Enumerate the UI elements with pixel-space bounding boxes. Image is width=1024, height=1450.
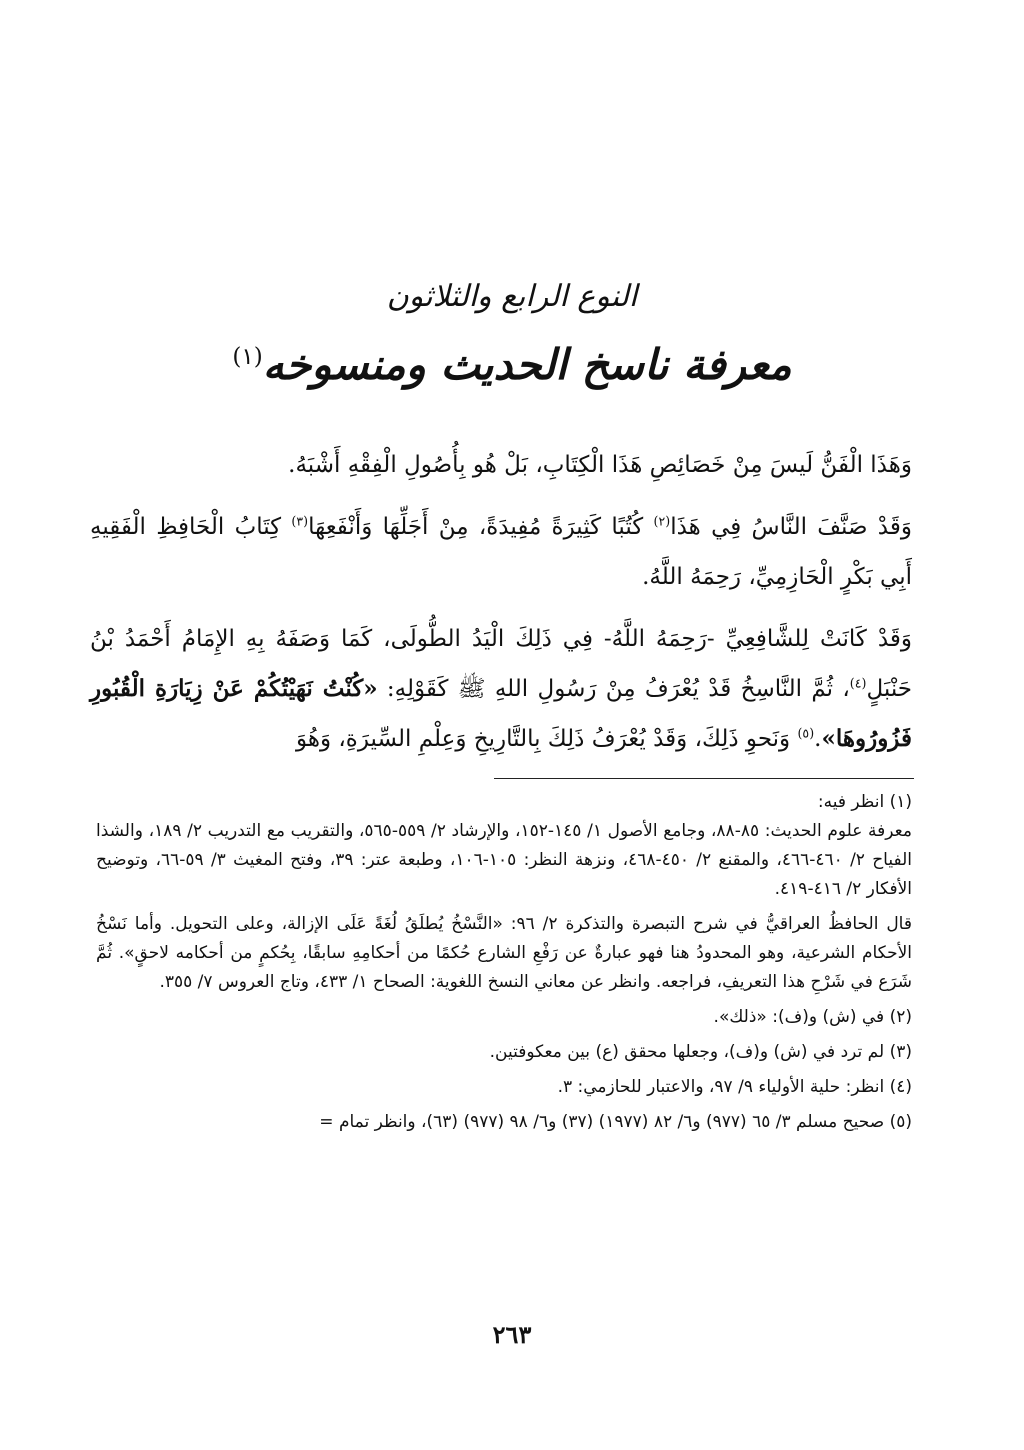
footnote-4: (٤) انظر: حلية الأولياء ٩/ ٩٧، والاعتبار للحازمي: ٣. bbox=[557, 1077, 912, 1097]
chapter-number: النوع الرابع والثلاثون bbox=[386, 279, 638, 314]
footnotes bbox=[96, 788, 912, 1143]
paragraph-1: وَهَذَا الْفَنُّ لَيسَ مِنْ خَصَائِصِ هَذَا الْكِتَابِ، بَلْ هُو بِأُصُولِ الْفِقْهِ أَشْبَهُ. bbox=[288, 452, 912, 478]
footnote-1-head: (١) انظر فيه: bbox=[817, 792, 912, 812]
footnote-ref-2[interactable]: (٢) bbox=[653, 513, 671, 529]
paragraph-2 bbox=[90, 502, 912, 602]
footnote-2: (٢) في (ش) و(ف): «ذلك». bbox=[713, 1007, 912, 1027]
footnote-ref-3[interactable]: (٣) bbox=[291, 513, 309, 529]
page-number: ٢٦٣ bbox=[492, 1320, 532, 1349]
chapter-heading bbox=[0, 272, 1024, 400]
paragraph-2-part-c: كِتَابُ الْحَافِظِ الْفَقِيهِ أَبِي بَكْرٍ الْحَازِمِيِّ، رَحِمَهُ اللَّهُ. bbox=[90, 514, 912, 590]
footnote-5: (٥) صحيح مسلم ٣/ ٦٥ (٩٧٧) و٦/ ٨٢ (١٩٧٧) (٣٧) و٦/ ٩٨ (٩٧٧) (٦٣)، وانظر تمام = bbox=[319, 1112, 912, 1132]
paragraph-3 bbox=[90, 614, 912, 764]
paragraph-3-part-b: ، ثُمَّ النَّاسِخُ قَدْ يُعْرَفُ مِنْ رَسُولِ اللهِ ﷺ كَقَوْلِهِ: bbox=[377, 676, 850, 702]
paragraph-3-part-c: . bbox=[814, 726, 822, 752]
footnote-1-sources: معرفة علوم الحديث: ٨٥-٨٨، وجامع الأصول ١/ ١٤٥-١٥٢، والإرشاد ٢/ ٥٥٩-٥٦٥، والتقريب مع التدريب ٢/ ١٨٩، والشذا الفياح ٢/ ٤٦٠-٤٦٦، والمقنع ٢/ ٤٥٠-٤٦٨، ونزهة النظر: ١٠٥-١٠٦، وطبعة عتر: ٣٩، وفتح المغيث ٣/ ٥٩-٦٦، وتوضيح الأفكار ٢/ ٤١٦-٤١٩. bbox=[96, 821, 912, 899]
paragraph-2-part-a: وَقَدْ صَنَّفَ النَّاسُ فِي هَذَا bbox=[670, 514, 912, 540]
chapter-title bbox=[0, 330, 1024, 400]
chapter-title-text: معرفة ناسخ الحديث ومنسوخه bbox=[262, 340, 792, 389]
paragraph-3-part-a: وَقَدْ كَانَتْ لِلشَّافِعِيِّ -رَحِمَهُ اللَّهُ- فِي ذَلِكَ الْيَدُ الطُّولَى، كَمَا وَصَفَهُ بِهِ الإِمَامُ أَحْمَدُ بْنُ حَنْبَلٍ bbox=[90, 626, 912, 702]
footnote-1-quote: قال الحافظُ العراقيُّ في شرح التبصرة والتذكرة ٢/ ٩٦: «النَّسْخُ يُطلَقُ لُغَةً عَلَى الإزالة، وعلى التحويل. وأما نَسْخُ الأحكام الشرعية، وهو المحدودُ هنا فهو عبارةٌ عن رَفْعِ الشارع حُكمًا من أحكامِهِ سابقًا، بِحُكمٍ من أحكامه لاحقٍ». ثُمَّ شَرَع في شَرْحِ هذا التعريفِ، فراجعه. وانظر عن معاني النسخ اللغوية: الصحاح ١/ ٤٣٣، وتاج العروس ٧/ ٣٥٥. bbox=[96, 914, 912, 992]
paragraph-2-part-b: كُتُبًا كَثِيرَةً مُفِيدَةً، مِنْ أَجَلِّهَا وَأَنْفَعِهَا bbox=[308, 514, 654, 540]
footnote-3: (٣) لم ترد في (ش) و(ف)، وجعلها محقق (ع) بين معكوفتين. bbox=[489, 1042, 912, 1062]
footnote-ref-5[interactable]: (٥) bbox=[797, 725, 815, 741]
footnote-divider bbox=[494, 778, 914, 779]
footnote-ref-4[interactable]: (٤) bbox=[849, 675, 867, 691]
footnote-ref-1[interactable]: (١) bbox=[232, 344, 263, 370]
main-text bbox=[90, 440, 912, 776]
paragraph-3-part-d: وَنَحوِ ذَلِكَ، وَقَدْ يُعْرَفُ ذَلِكَ بِالتَّارِيخِ وَعِلْمِ السِّيرَةِ، وَهُوَ bbox=[295, 726, 798, 752]
hadith-quote: «كُنْتُ نَهَيْتُكُمْ عَنْ زِيَارَةِ الْقُبُورِ فَزُورُوهَا» bbox=[90, 675, 912, 752]
